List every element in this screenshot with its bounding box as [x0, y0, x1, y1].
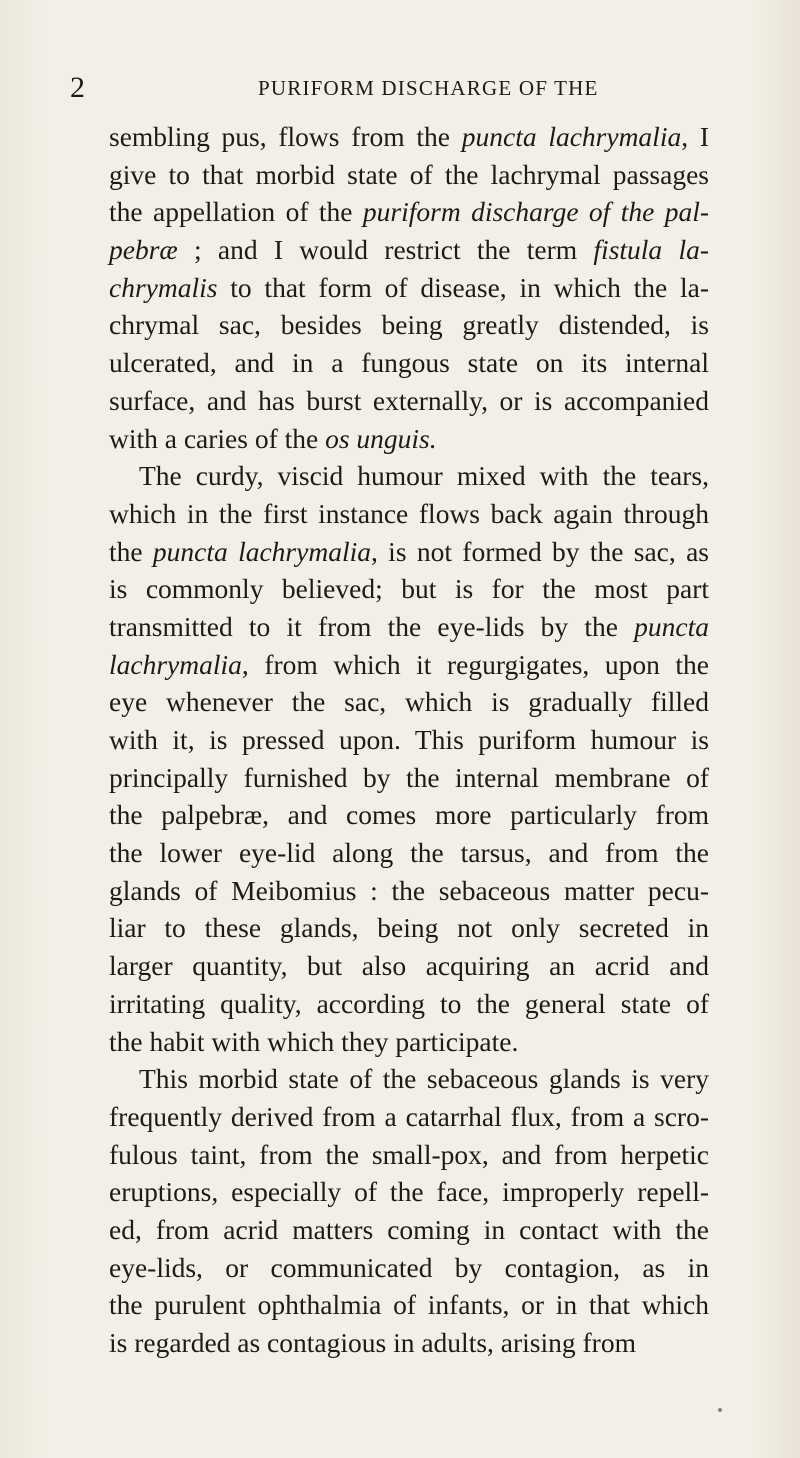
text-segment: is commonly believed; but is for the most part	[109, 573, 709, 605]
text-segment: , I	[681, 121, 709, 152]
text-line	[109, 872, 709, 910]
text-line	[109, 382, 709, 420]
text-segment: which in the first instance flows back again through	[109, 497, 709, 529]
text-segment: lachrymalia	[109, 648, 242, 680]
text-line	[109, 1324, 709, 1362]
text-segment: ; and I would restrict the term	[177, 234, 594, 266]
text-segment: to that form of disease, in which the la-	[217, 271, 709, 303]
text-segment: larger quantity, but also acquiring an acrid and	[109, 950, 709, 982]
text-segment: ulcerated, and in a fungous state on its internal	[109, 347, 709, 379]
text-segment: os unguis.	[325, 422, 437, 454]
text-segment: is regarded as contagious in adults, arising from	[109, 1327, 636, 1358]
text-segment: liar to these glands, being not only secreted in	[109, 912, 709, 944]
text-line	[109, 495, 709, 533]
text-line	[109, 570, 709, 608]
text-segment: eruptions, especially of the face, improperly repell-	[109, 1176, 709, 1208]
text-line	[109, 608, 709, 646]
text-segment: give to that morbid state of the lachrymal passages	[109, 158, 709, 190]
text-segment: eye-lids, or communicated by contagion, as in	[109, 1251, 709, 1283]
text-segment: chrymalis	[109, 271, 218, 303]
text-line	[109, 306, 709, 344]
running-title: PURIFORM DISCHARGE OF THE	[258, 76, 599, 100]
text-segment: pebræ	[109, 234, 178, 266]
text-segment: This morbid state of the sebaceous glands is very	[139, 1063, 709, 1095]
text-segment: The curdy, viscid humour mixed with the tears,	[139, 460, 709, 492]
text-segment: sembling pus, flows from the	[109, 121, 462, 152]
text-line	[109, 683, 709, 721]
text-line	[109, 796, 709, 834]
page-number: 2	[70, 71, 85, 104]
text-line	[109, 420, 709, 458]
text-segment: the habit with which they participate.	[109, 1025, 519, 1057]
text-line	[109, 533, 709, 571]
text-line	[109, 759, 709, 797]
text-segment: principally furnished by the internal membrane of	[109, 761, 709, 793]
text-segment: the	[109, 535, 153, 567]
paper-speck	[718, 1408, 722, 1412]
running-head	[0, 68, 800, 108]
body-text	[109, 118, 709, 1362]
text-segment: the lower eye-lid along the tarsus, and from the	[109, 837, 709, 869]
text-segment: with a caries of the	[109, 422, 326, 454]
text-line	[109, 1136, 709, 1174]
text-line	[109, 646, 709, 684]
text-segment: frequently derived from a catarrhal flux, from a scro-	[109, 1100, 709, 1132]
text-segment: the purulent ophthalmia of infants, or in that which	[109, 1289, 709, 1321]
text-segment: chrymal sac, besides being greatly distended, is	[109, 309, 709, 341]
text-segment: puncta	[634, 610, 709, 642]
text-line	[109, 1249, 709, 1287]
text-line	[109, 947, 709, 985]
text-line	[109, 269, 709, 307]
text-segment: , is not formed by the sac, as	[370, 535, 709, 567]
text-line	[109, 1286, 709, 1324]
text-segment: , from which it regurgigates, upon the	[241, 648, 709, 680]
text-segment: the appellation of the	[109, 196, 363, 228]
text-segment: with it, is pressed upon. This puriform humour is	[109, 724, 709, 755]
text-line	[109, 1173, 709, 1211]
text-line	[109, 909, 709, 947]
text-line	[109, 156, 709, 194]
text-segment: irritating quality, according to the general state of	[109, 987, 709, 1019]
text-line	[109, 1023, 709, 1061]
text-segment: glands of Meibomius : the sebaceous matter pecu-	[109, 874, 709, 906]
text-segment: puncta lachrymalia	[461, 121, 682, 152]
text-line	[109, 1211, 709, 1249]
text-line	[109, 834, 709, 872]
text-segment: puriform discharge of the pal-	[362, 196, 710, 228]
text-segment: ed, from acrid matters coming in contact with the	[109, 1213, 709, 1245]
text-line	[109, 721, 709, 759]
text-segment: fistula la-	[593, 234, 709, 266]
text-segment: the palpebræ, and comes more particularly from	[109, 799, 709, 831]
text-line	[109, 231, 709, 269]
text-segment: fulous taint, from the small-pox, and from herpetic	[109, 1138, 709, 1170]
text-line	[109, 193, 709, 231]
text-segment: eye whenever the sac, which is gradually filled	[109, 686, 709, 718]
text-segment: surface, and has burst externally, or is accompanied	[109, 384, 709, 416]
text-line	[109, 985, 709, 1023]
text-line	[109, 457, 709, 495]
text-line	[109, 344, 709, 382]
text-line	[109, 1098, 709, 1136]
text-line	[109, 1060, 709, 1098]
text-segment: transmitted to it from the eye-lids by the	[109, 610, 635, 642]
text-line	[109, 118, 709, 156]
text-segment: puncta lachrymalia	[152, 535, 371, 567]
